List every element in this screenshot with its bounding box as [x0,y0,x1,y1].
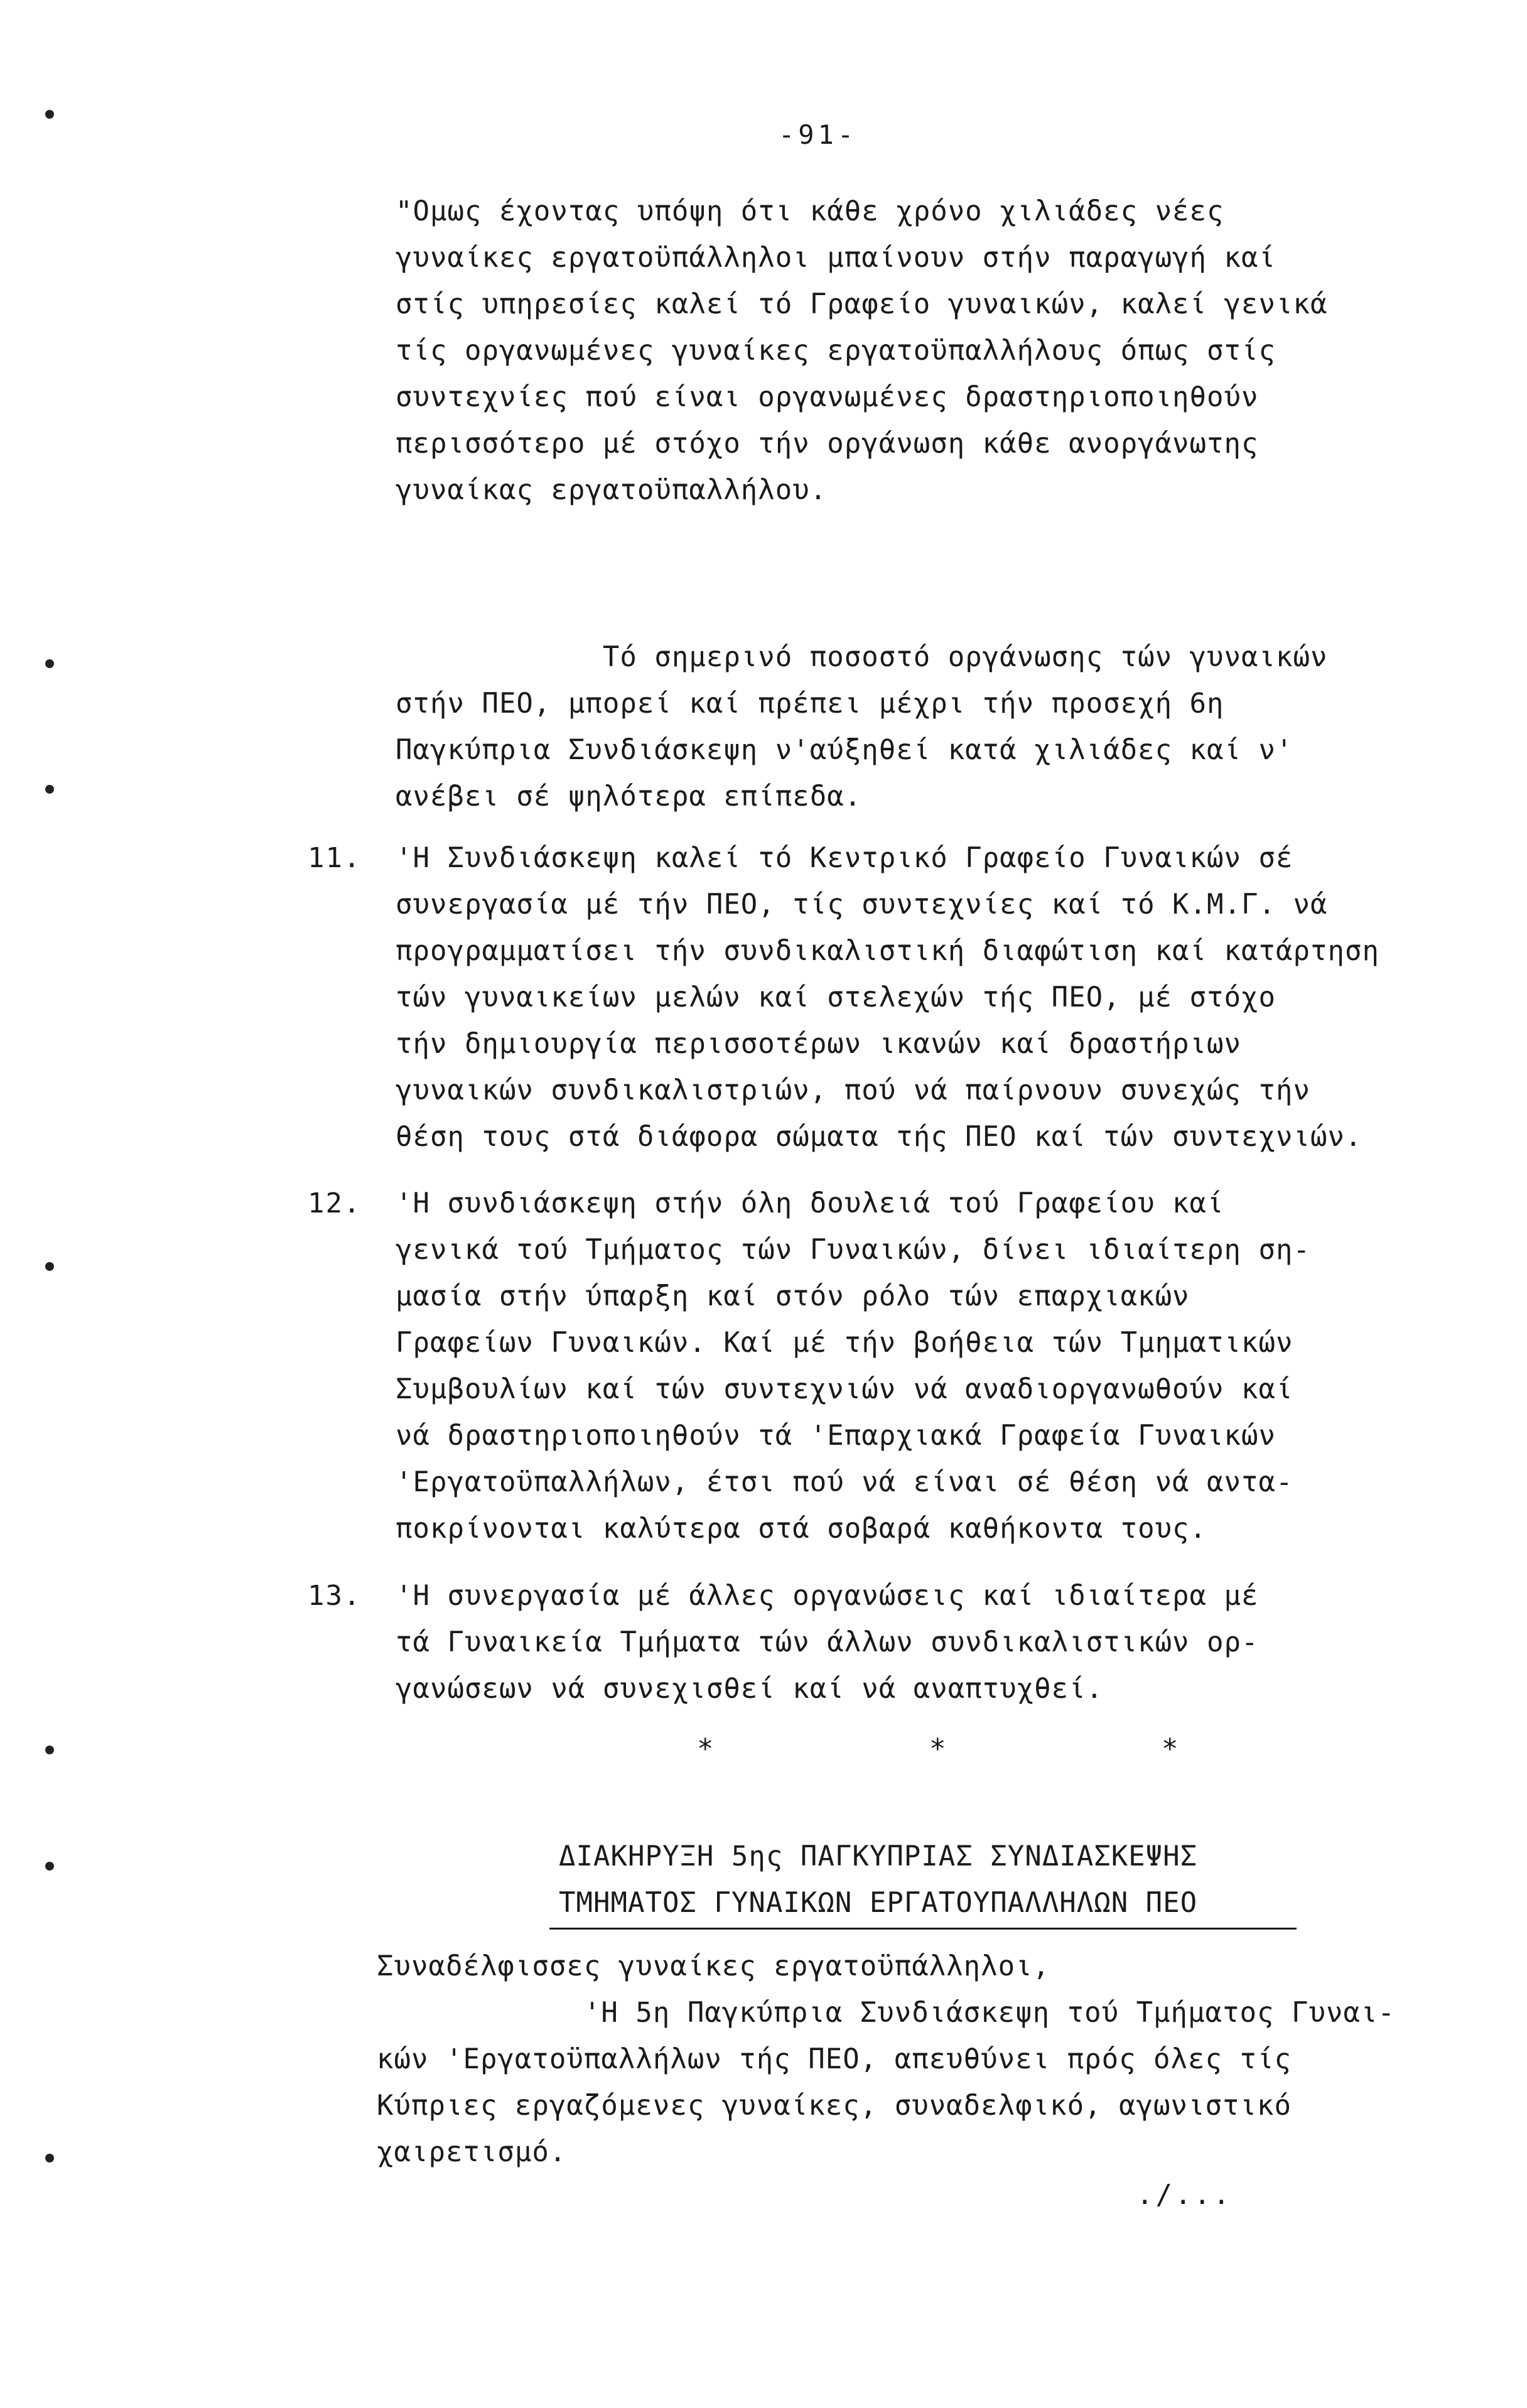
scan-mark [45,785,54,794]
text-line: γυναίκας εργατοϋπαλλήλου. [396,474,828,506]
text-line: τά Γυναικεία Τμήματα τών άλλων συνδικαλιστικών ορ- [396,1626,1259,1658]
text-line: συντεχνίες πού είναι οργανωμένες δραστηριοποιηθούν [396,381,1259,413]
text-line: τίς οργανωμένες γυναίκες εργατοϋπαλλήλους όπως στίς [396,335,1276,367]
text-line: Συμβουλίων καί τών συντεχνιών νά αναδιοργανωθούν καί [396,1373,1293,1405]
text-line: Τό σημερινό ποσοστό οργάνωσης τών γυναικών [396,641,1328,673]
item-number: 12. [308,1187,362,1219]
scan-mark [45,1862,54,1871]
scan-mark [45,1262,54,1271]
separator-star: * [697,1733,714,1765]
text-line: 'Εργατοϋπαλλήλων, έτσι πού νά είναι σέ θέση νά αντα- [396,1466,1293,1498]
text-line: χαιρετισμό. [377,2136,567,2168]
text-line: "Ομως έχοντας υπόψη ότι κάθε χρόνο χιλιάδες νέες [396,195,1224,227]
text-line: 'Η συνδιάσκεψη στήν όλη δουλειά τού Γραφείου καί [396,1187,1224,1219]
text-line: Κύπριες εργαζόμενες γυναίκες, συναδελφικό, αγωνιστικό [377,2090,1292,2122]
text-line: 'Η συνεργασία μέ άλλες οργανώσεις καί ιδιαίτερα μέ [396,1580,1259,1612]
text-line: κών 'Εργατοϋπαλλήλων τής ΠΕΟ, απευθύνει πρός όλες τίς [377,2043,1292,2075]
text-line: γενικά τού Τμήματος τών Γυναικών, δίνει ιδιαίτερη ση- [396,1234,1310,1266]
text-line: προγραμματίσει τήν συνδικαλιστική διαφώτιση καί κατάρτηση [396,935,1379,967]
declaration-heading [559,1833,1197,1926]
item-11-text [396,835,1379,1160]
text-line: τήν δημιουργία περισσοτέρων ικανών καί δραστήριων [396,1028,1242,1060]
continuation-mark: ./... [1136,2179,1233,2211]
heading-underline [549,1928,1297,1930]
heading-line: ΤΜΗΜΑΤΟΣ ΓΥΝΑΙΚΩΝ ΕΡΓΑΤΟΥΠΑΛΛΗΛΩΝ ΠΕΟ [559,1887,1198,1919]
separator-star: * [1162,1733,1179,1765]
text-line: ποκρίνονται καλύτερα στά σοβαρά καθήκοντα τους. [396,1513,1207,1545]
text-line: νά δραστηριοποιηθούν τά 'Επαρχιακά Γραφεία Γυναικών [396,1420,1276,1452]
text-line: Συναδέλφισσες γυναίκες εργατοϋπάλληλοι, [377,1950,1050,1982]
item-13-text [396,1573,1259,1712]
second-paragraph [396,634,1327,820]
text-line: γανώσεων νά συνεχισθεί καί νά αναπτυχθεί. [396,1673,1104,1705]
heading-line: ΔΙΑΚΗΡΥΞΗ 5ης ΠΑΓΚΥΠΡΙΑΣ ΣΥΝΔΙΑΣΚΕΨΗΣ [559,1840,1198,1872]
text-line: στήν ΠΕΟ, μπορεί καί πρέπει μέχρι τήν προσεχή 6η [396,688,1224,720]
item-number: 13. [308,1580,362,1612]
scan-mark [45,1746,54,1754]
text-line: 'Η Συνδιάσκεψη καλεί τό Κεντρικό Γραφείο Γυναικών σέ [396,842,1293,874]
text-line: ανέβει σέ ψηλότερα επίπεδα. [396,780,862,813]
scan-mark [45,659,54,668]
separator-star: * [929,1733,946,1765]
intro-paragraph [396,188,1327,514]
text-line: θέση τους στά διάφορα σώματα τής ΠΕΟ καί τών συντεχνιών. [396,1121,1362,1153]
item-12-text [396,1180,1310,1552]
closing-paragraph [377,1943,1395,2176]
text-line: περισσότερο μέ στόχο τήν οργάνωση κάθε ανοργάνωτης [396,428,1259,460]
item-number: 11. [308,842,362,874]
text-line: μασία στήν ύπαρξη καί στόν ρόλο τών επαρχιακών [396,1280,1190,1312]
section-separator [697,1733,1394,1765]
page-number: -91- [779,119,858,150]
scan-mark [45,110,54,119]
text-line: στίς υπηρεσίες καλεί τό Γραφείο γυναικών, καλεί γενικά [396,288,1328,320]
text-line: συνεργασία μέ τήν ΠΕΟ, τίς συντεχνίες καί τό Κ.Μ.Γ. νά [396,888,1328,921]
text-line: γυναικών συνδικαλιστριών, πού νά παίρνουν συνεχώς τήν [396,1074,1310,1106]
text-line: 'Η 5η Παγκύπρια Συνδιάσκεψη τού Τμήματος Γυναι- [377,1997,1395,2029]
text-line: γυναίκες εργατοϋπάλληλοι μπαίνουν στήν παραγωγή καί [396,242,1276,274]
text-line: Γραφείων Γυναικών. Καί μέ τήν βοήθεια τών Τμηματικών [396,1327,1293,1359]
text-line: τών γυναικείων μελών καί στελεχών τής ΠΕΟ, μέ στόχο [396,981,1276,1013]
text-line: Παγκύπρια Συνδιάσκεψη ν'αύξηθεί κατά χιλιάδες καί ν' [396,734,1293,766]
scan-mark [45,2154,54,2162]
